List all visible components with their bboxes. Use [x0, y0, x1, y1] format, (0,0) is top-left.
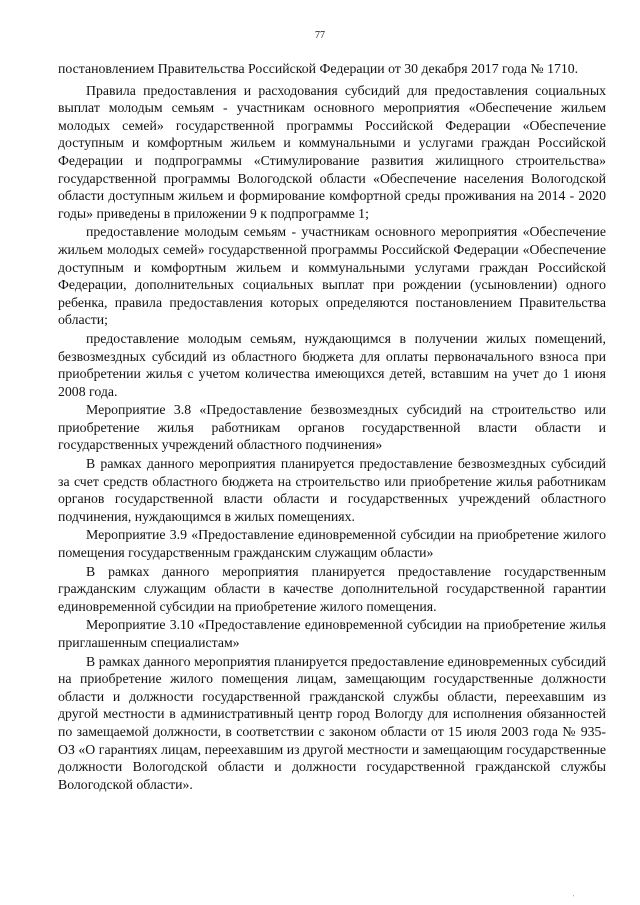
heading-measure-3-10: Мероприятие 3.10 «Предоставление единовременной субсидии на приобретение жилья приглашенным специалистам» [58, 617, 606, 650]
paragraph-continuation: постановлением Правительства Российской Федерации от 30 декабря 2017 года № 1710. [58, 61, 579, 76]
document-body [58, 60, 606, 794]
paragraph-measure-3-10: В рамках данного мероприятия планируется предоставление единовременных субсидий на приобретение жилого помещения лицам, замещающим государственные должности области и должности государственной гражданской службы области, переехавшим из другой местности в административный центр город Вологду для исполнения обязанностей по замещаемой должности, в соответствии с законом области от 15 июля 2003 года № 935-ОЗ «О гарантиях лицам, переехавшим из другой местности и замещающим государственные должности Вологодской области и должности государственной гражданской службы Вологодской области». [58, 653, 606, 792]
scan-mark: ' [572, 895, 574, 901]
paragraph-initial-payment: предоставление молодым семьям, нуждающимся в получении жилых помещений, безвозмездных субсидий из областного бюджета для оплаты первоначального взноса при приобретении жилья с учетом количества имеющихся детей, вставшим на учет до 1 июня 2008 года. [58, 330, 606, 399]
heading-measure-3-9: Мероприятие 3.9 «Предоставление единовременной субсидии на приобретение жилого помещения государственным гражданским служащим области» [58, 527, 606, 561]
paragraph-measure-3-9: В рамках данного мероприятия планируется предоставление государственным гражданским служащим области в качестве дополнительной государственной гарантии единовременной субсидии на приобретение жилого помещения. [58, 563, 606, 614]
paragraph-measure-3-8: В рамках данного мероприятия планируется предоставление безвозмездных субсидий за счет средств областного бюджета на строительство или приобретение жилья работникам органов государственной власти области и государственных учреждений областного подчинения, нуждающимся в жилых помещениях. [58, 456, 606, 524]
heading-measure-3-8: Мероприятие 3.8 «Предоставление безвозмездных субсидий на строительство или приобретение жилья работникам органов государственной власти области и государственных учреждений областного подчинения» [58, 402, 606, 453]
paragraph-additional-payments: предоставление молодым семьям - участникам основного мероприятия «Обеспечение жильем молодых семей» государственной программы Российской Федерации «Обеспечение доступным и комфортным жильем и коммунальными услугами граждан Российской Федерации, дополнительных социальных выплат при рождении (усыновлении) одного ребенка, правила предоставления которых определяются постановлением Правительства области; [58, 224, 606, 328]
page-number: 77 [315, 30, 325, 41]
paragraph-subsidy-rules: Правила предоставления и расходования субсидий для предоставления социальных выплат молодым семьям - участникам основного мероприятия «Обеспечение жильем молодых семей» государственной программы Российской Федерации «Обеспечение доступным и комфортным жильем и коммунальными и услугами граждан Российской Федерации и подпрограммы «Стимулирование развития жилищного строительства» государственной программы Вологодской области «Обеспечение населения Вологодской области доступным жильем и формирование комфортной среды проживания на 2014 - 2020 годы» приведены в приложении 9 к подпрограмме 1; [58, 82, 606, 221]
